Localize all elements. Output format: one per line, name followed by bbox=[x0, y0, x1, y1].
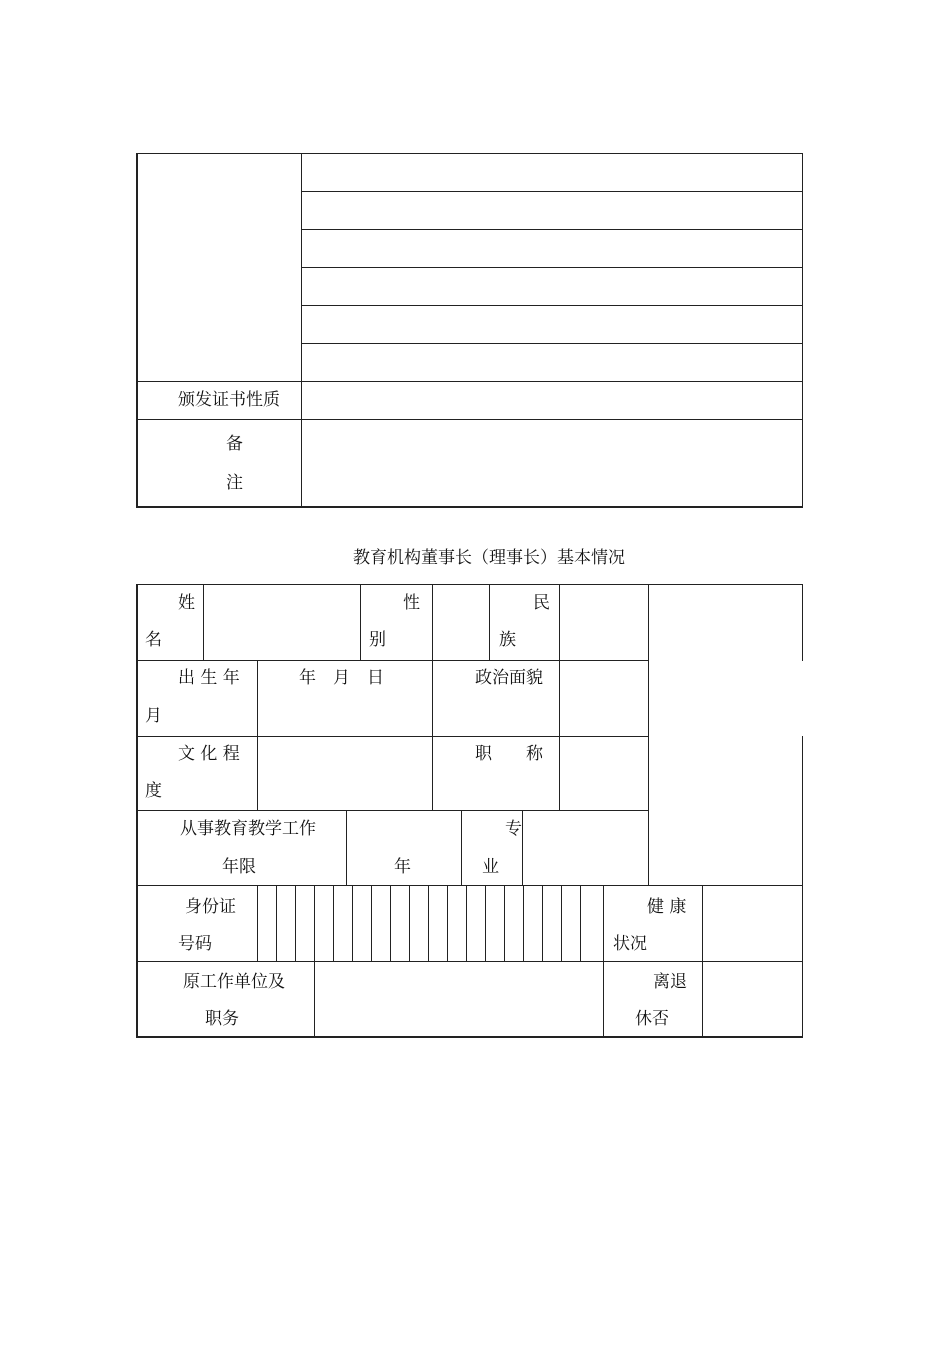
id-number-label: 身份证 bbox=[185, 897, 236, 917]
id-digit-line bbox=[371, 885, 372, 962]
major-label: 业 bbox=[482, 857, 499, 877]
id-digit-line bbox=[314, 885, 315, 962]
political-status-label: 政治面貌 bbox=[475, 668, 543, 688]
id-digit-line bbox=[580, 885, 581, 962]
row-line bbox=[301, 305, 802, 306]
health-label: 状况 bbox=[613, 934, 647, 954]
column-line bbox=[603, 885, 604, 1037]
table-border-right bbox=[802, 153, 803, 507]
column-line bbox=[314, 961, 315, 1037]
certificate-nature-label: 颁发证书性质 bbox=[178, 390, 280, 410]
id-number-label: 号码 bbox=[178, 934, 212, 954]
gender-label: 别 bbox=[369, 630, 386, 650]
retired-label: 休否 bbox=[635, 1009, 669, 1029]
id-digit-line bbox=[276, 885, 277, 962]
id-digit-line bbox=[542, 885, 543, 962]
former-employer-label: 原工作单位及 bbox=[183, 972, 285, 992]
id-digit-line bbox=[504, 885, 505, 962]
row-line bbox=[136, 736, 649, 737]
id-digit-line bbox=[352, 885, 353, 962]
health-label: 健 康 bbox=[647, 897, 687, 917]
remarks-label: 注 bbox=[226, 473, 243, 493]
column-line bbox=[203, 584, 204, 661]
id-digit-line bbox=[523, 885, 524, 962]
major-label: 专 bbox=[505, 819, 522, 839]
id-digit-line bbox=[428, 885, 429, 962]
ethnicity-label: 民 bbox=[533, 593, 550, 613]
education-label: 文 化 程 bbox=[178, 744, 240, 764]
photo-column-divider bbox=[648, 584, 649, 886]
column-line bbox=[346, 810, 347, 886]
years-unit: 年 bbox=[394, 857, 411, 877]
birth-label: 出 生 年 bbox=[178, 668, 240, 688]
teaching-years-label: 年限 bbox=[222, 857, 256, 877]
table-border-top bbox=[136, 153, 803, 154]
row-line bbox=[301, 191, 802, 192]
table-border-left bbox=[136, 153, 138, 507]
column-line bbox=[461, 810, 462, 886]
former-employer-label: 职务 bbox=[205, 1009, 239, 1029]
page-title: 教育机构董事长（理事长）基本情况 bbox=[353, 548, 625, 568]
id-digit-line bbox=[409, 885, 410, 962]
name-label: 名 bbox=[145, 630, 162, 650]
row-line bbox=[136, 381, 803, 382]
remarks-label: 备 bbox=[226, 434, 243, 454]
name-label: 姓 bbox=[178, 593, 195, 613]
table-border-top bbox=[136, 584, 803, 585]
gender-label: 性 bbox=[403, 593, 420, 613]
column-line bbox=[360, 584, 361, 661]
row-line bbox=[136, 810, 649, 811]
professional-title-label: 职 称 bbox=[475, 744, 543, 764]
id-digit-line bbox=[257, 885, 258, 962]
retired-label: 离退 bbox=[653, 972, 687, 992]
table-border-right bbox=[802, 584, 803, 661]
teaching-years-label: 从事教育教学工作 bbox=[180, 819, 316, 839]
table-border-right bbox=[802, 736, 803, 1036]
education-label: 度 bbox=[145, 781, 162, 801]
id-digit-line bbox=[466, 885, 467, 962]
id-digit-line bbox=[333, 885, 334, 962]
birth-date-value: 年 月 日 bbox=[299, 668, 384, 688]
column-line bbox=[702, 885, 703, 1037]
column-line bbox=[559, 584, 560, 661]
column-line bbox=[489, 584, 490, 661]
table-column-divider bbox=[301, 153, 302, 507]
column-line bbox=[522, 810, 523, 886]
column-line bbox=[432, 584, 433, 661]
ethnicity-label: 族 bbox=[499, 630, 516, 650]
row-line bbox=[136, 419, 803, 420]
row-line bbox=[301, 229, 802, 230]
row-line bbox=[301, 343, 802, 344]
column-line bbox=[432, 660, 433, 811]
id-digit-line bbox=[447, 885, 448, 962]
row-line bbox=[301, 267, 802, 268]
id-digit-line bbox=[295, 885, 296, 962]
row-line bbox=[136, 660, 649, 661]
id-digit-line bbox=[561, 885, 562, 962]
id-digit-line bbox=[485, 885, 486, 962]
column-line bbox=[257, 660, 258, 811]
column-line bbox=[559, 660, 560, 811]
table-border-bottom bbox=[136, 506, 803, 508]
id-digit-line bbox=[390, 885, 391, 962]
birth-label: 月 bbox=[145, 706, 162, 726]
